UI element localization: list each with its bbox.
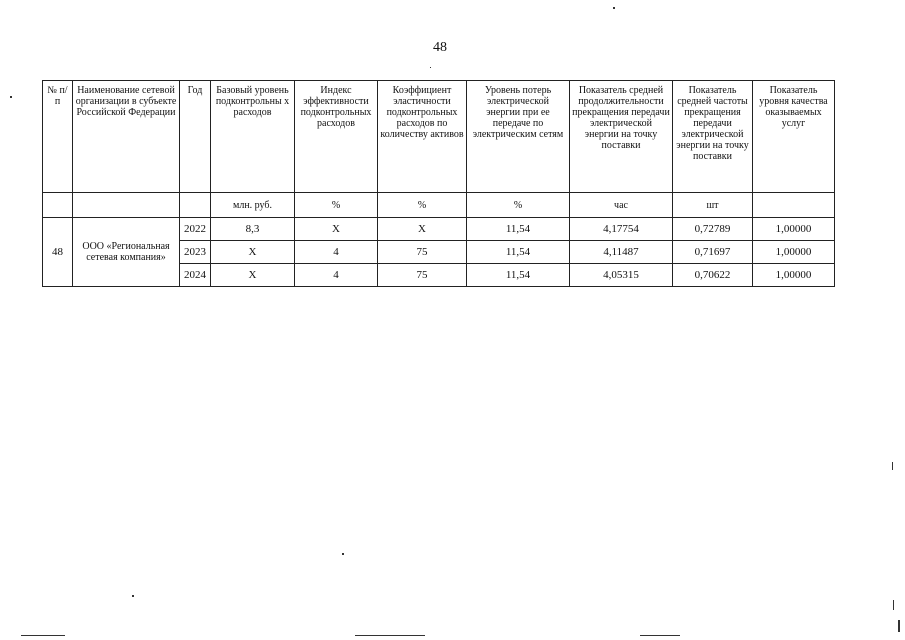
unit-cell: час [570,193,673,218]
value-cell: 8,3 [211,218,295,241]
value-cell: 4,11487 [570,241,673,264]
unit-cell: шт [673,193,753,218]
units-blank [180,193,211,218]
entry-number: 48 [43,218,73,287]
value-cell: 1,00000 [753,241,835,264]
header-elasticity-coefficient: Коэффициент эластичности подконтрольных расходов по количеству активов [378,81,467,193]
value-cell: 1,00000 [753,264,835,287]
units-blank [73,193,180,218]
value-cell: 75 [378,264,467,287]
value-cell: 4,05315 [570,264,673,287]
value-cell: 11,54 [467,241,570,264]
value-cell: 1,00000 [753,218,835,241]
value-cell: X [211,241,295,264]
header-organization: Наименование сетевой организации в субъекте Российской Федерации [73,81,180,193]
units-row [43,193,835,218]
year-cell: 2024 [180,264,211,287]
header-service-quality: Показатель уровня качества оказываемых услуг [753,81,835,193]
value-cell: 0,70622 [673,264,753,287]
units-blank [43,193,73,218]
value-cell: 0,72789 [673,218,753,241]
value-cell: 4,17754 [570,218,673,241]
header-loss-level: Уровень потерь электрической энергии при ее передаче по электрическим сетям [467,81,570,193]
table-row [43,218,835,241]
header-interruption-duration: Показатель средней продолжительности прекращения передачи электрической энергии на точку поставки [570,81,673,193]
value-cell: 11,54 [467,218,570,241]
value-cell: 75 [378,241,467,264]
year-cell: 2023 [180,241,211,264]
header-row [43,81,835,193]
tariff-parameters-table [42,80,835,287]
unit-cell: % [295,193,378,218]
value-cell: X [295,218,378,241]
value-cell: 4 [295,241,378,264]
value-cell: 4 [295,264,378,287]
year-cell: 2022 [180,218,211,241]
header-interruption-frequency: Показатель средней частоты прекращения передачи электрической энергии на точку поставки [673,81,753,193]
unit-cell [753,193,835,218]
header-efficiency-index: Индекс эффективности подконтрольных расходов [295,81,378,193]
value-cell: X [378,218,467,241]
value-cell: 11,54 [467,264,570,287]
value-cell: 0,71697 [673,241,753,264]
organization-name: ООО «Региональная сетевая компания» [73,218,180,287]
unit-cell: % [378,193,467,218]
value-cell: X [211,264,295,287]
header-base-costs: Базовый уровень подконтрольны х расходов [211,81,295,193]
unit-cell: млн. руб. [211,193,295,218]
page-number: 48 [433,40,447,55]
unit-cell: % [467,193,570,218]
header-year: Год [180,81,211,193]
header-number: № п/п [43,81,73,193]
